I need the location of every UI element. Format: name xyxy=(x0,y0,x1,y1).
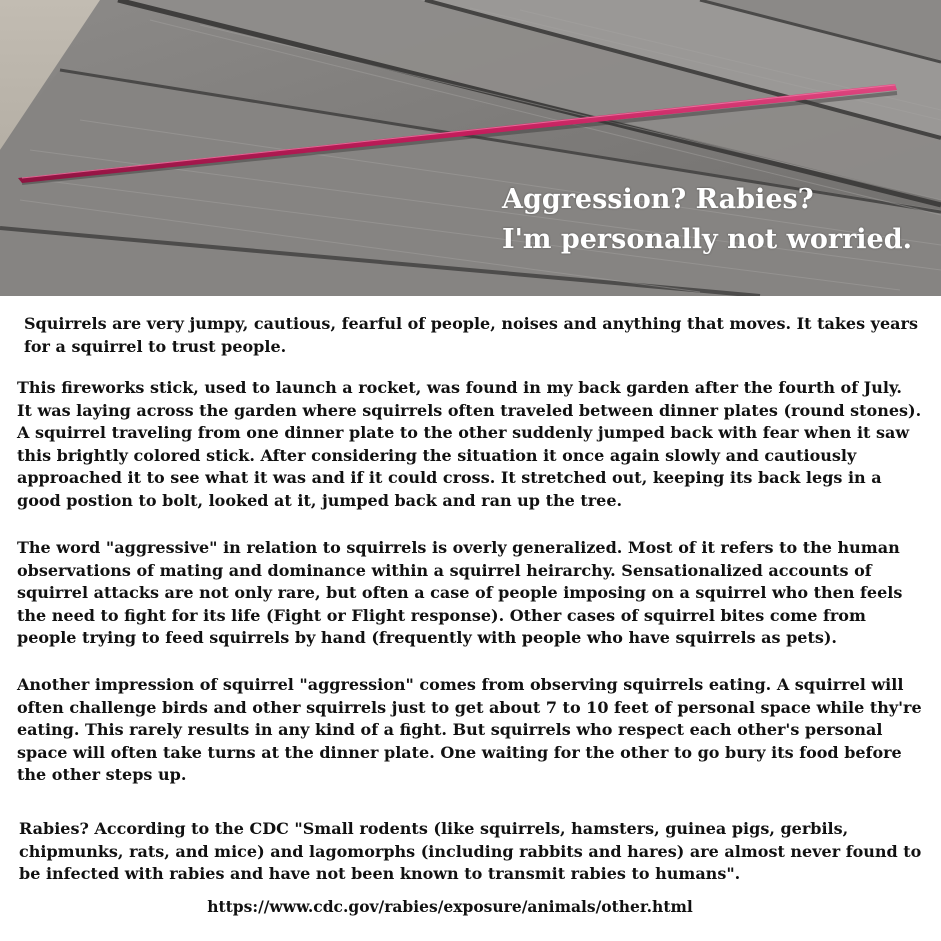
fireworks-stick-photo xyxy=(0,0,941,296)
photo-caption-line-1: Aggression? Rabies? xyxy=(502,184,814,215)
paragraph-fireworks-stick: This fireworks stick, used to launch a rocket, was found in my back garden after the fourth of July. It was laying across the garden where squirrels often traveled between dinner plates (round stones). A squirrel traveling from one dinner plate to the other suddenly jumped back with fear when it saw this brightly colored stick. After considering the situation it once again slowly and cautiously approached it to see what it was and if it could cross. It stretched out, keeping its back legs in a good postion to bolt, looked at it, jumped back and ran up the tree. xyxy=(17,378,922,510)
photo-caption-line-2: I'm personally not worried. xyxy=(502,224,913,255)
paragraph-rabies-cdc: Rabies? According to the CDC "Small rodents (like squirrels, hamsters, guinea pigs, gerbils, chipmunks, rats, and mice) and lagomorphs (including rabbits and hares) are almost never found to be infected with rabies and have not been known to transmit rabies to humans". xyxy=(19,819,922,883)
paragraph-eating-aggression: Another impression of squirrel "aggression" comes from observing squirrels eating. A squirrel will often challenge birds and other squirrels just to get about 7 to 10 feet of personal space while thy're eating. This rarely results in any kind of a fight. But squirrels who respect each other's personal space will often take turns at the dinner plate. One waiting for the other to go bury its food before the other steps up. xyxy=(17,675,922,784)
cdc-source-link[interactable]: https://www.cdc.gov/rabies/exposure/animals/other.html xyxy=(207,897,693,916)
paragraph-squirrel-behavior: Squirrels are very jumpy, cautious, fearful of people, noises and anything that moves. It takes years for a squirrel to trust people. xyxy=(24,314,918,356)
paragraph-aggressive-word: The word "aggressive" in relation to squirrels is overly generalized. Most of it refers to the human observations of mating and dominance within a squirrel heirarchy. Sensationalized accounts of squirrel attacks are not only rare, but often a case of people imposing on a squirrel who then feels the need to fight for its life (Fight or Flight response). Other cases of squirrel bites come from people trying to feed squirrels by hand (frequently with people who have squirrels as pets). xyxy=(17,538,903,647)
